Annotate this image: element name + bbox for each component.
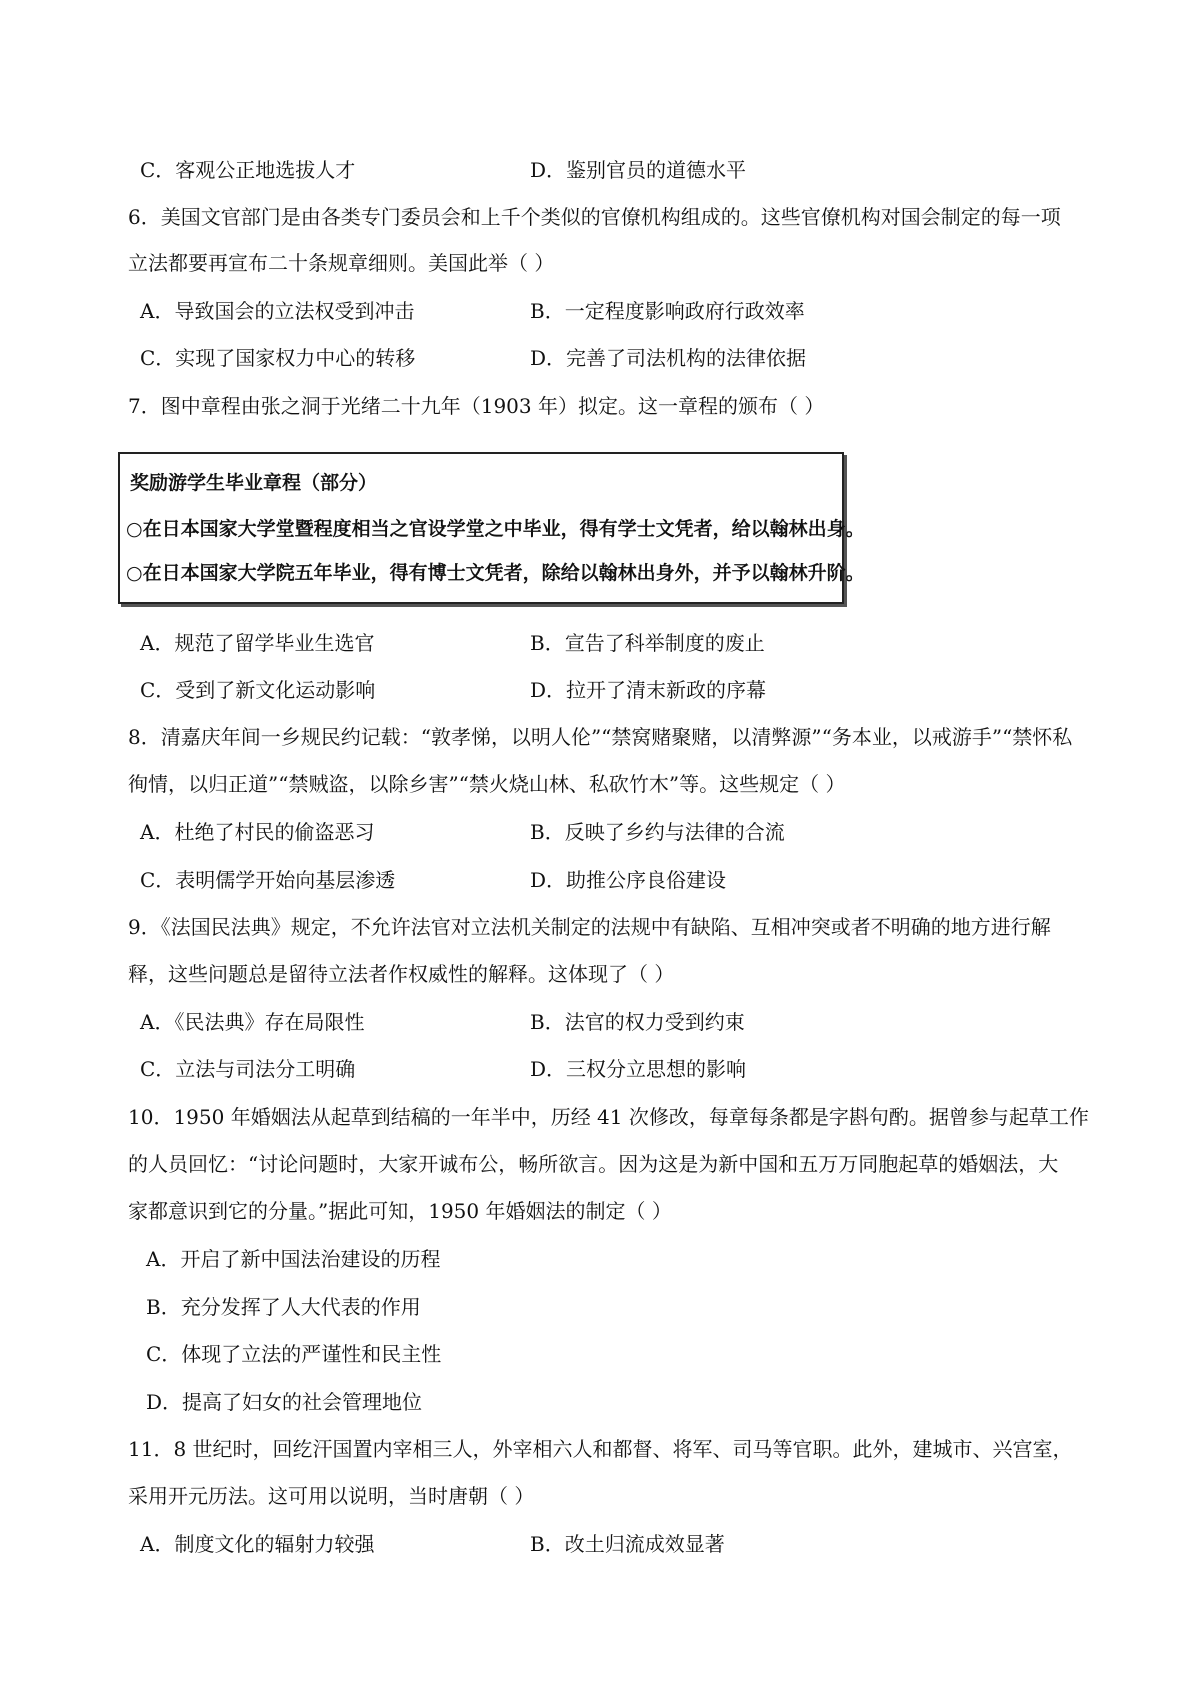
q8-option-a: A．杜绝了村民的偷盗恶习 (140, 820, 375, 844)
regulation-figure-box (118, 452, 865, 604)
q5-option-c: C．客观公正地选拔人才 (140, 158, 356, 182)
q10-option-d: D．提高了妇女的社会管理地位 (146, 1390, 423, 1414)
q10-stem-line-1: 10．1950 年婚姻法从起草到结稿的一年半中，历经 41 次修改，每章每条都是字斟句酌。据曾参与起草工作 (128, 1105, 1089, 1129)
q9-stem-line-1: 9．《法国民法典》规定，不允许法官对立法机关制定的法规中有缺陷、互相冲突或者不明确的地方进行解 (128, 915, 1051, 939)
q8-stem-line-2: 徇情，以归正道”“禁贼盗，以除乡害”“禁火烧山林、私砍竹木”等。这些规定（ ） (128, 772, 846, 796)
q6-stem-line-1: 6．美国文官部门是由各类专门委员会和上千个类似的官僚机构组成的。这些官僚机构对国会制定的每一项 (128, 205, 1061, 229)
figure-item-1: ○在日本国家大学堂暨程度相当之官设学堂之中毕业，得有学士文凭者，给以翰林出身。 (126, 518, 865, 540)
q6-option-b: B．一定程度影响政府行政效率 (530, 299, 805, 323)
q10-stem-line-3: 家都意识到它的分量。”据此可知，1950 年婚姻法的制定（ ） (128, 1199, 672, 1223)
q6-option-c: C．实现了国家权力中心的转移 (140, 346, 416, 370)
q8-stem-line-1: 8．清嘉庆年间一乡规民约记载：“敦孝悌，以明人伦”“禁窝赌聚赌，以清弊源”“务本业，以戒游手”“禁怀私 (128, 725, 1073, 749)
figure-title: 奖励游学生毕业章程（部分） (130, 472, 378, 494)
q6-option-a: A．导致国会的立法权受到冲击 (140, 299, 415, 323)
q8-option-b: B．反映了乡约与法律的合流 (530, 820, 785, 844)
q6-stem-line-2: 立法都要再宣布二十条规章细则。美国此举（ ） (128, 251, 555, 275)
q9-option-d: D．三权分立思想的影响 (530, 1057, 747, 1081)
q11-option-b: B．改土归流成效显著 (530, 1532, 725, 1556)
q7-option-d: D．拉开了清末新政的序幕 (530, 678, 767, 702)
q10-stem-line-2: 的人员回忆：“讨论问题时，大家开诚布公，畅所欲言。因为这是为新中国和五万万同胞起草的婚姻法，大 (128, 1152, 1059, 1176)
q11-stem-line-2: 采用开元历法。这可用以说明，当时唐朝（ ） (128, 1484, 535, 1508)
q10-option-b: B．充分发挥了人大代表的作用 (146, 1295, 421, 1319)
q9-option-a: A．《民法典》存在局限性 (140, 1010, 365, 1034)
q10-option-a: A．开启了新中国法治建设的历程 (146, 1247, 441, 1271)
q7-option-b: B．宣告了科举制度的废止 (530, 631, 765, 655)
q8-option-d: D．助推公序良俗建设 (530, 868, 727, 892)
q9-option-b: B．法官的权力受到约束 (530, 1010, 745, 1034)
q5-option-d: D．鉴别官员的道德水平 (530, 158, 747, 182)
figure-item-2: ○在日本国家大学院五年毕业，得有博士文凭者，除给以翰林出身外，并予以翰林升阶。 (126, 562, 865, 584)
q7-option-c: C．受到了新文化运动影响 (140, 678, 376, 702)
q11-stem-line-1: 11．8 世纪时，回纥汗国置内宰相三人，外宰相六人和都督、将军、司马等官职。此外，建城市、兴宫室， (128, 1437, 1073, 1461)
q9-option-c: C．立法与司法分工明确 (140, 1057, 356, 1081)
q6-option-d: D．完善了司法机构的法律依据 (530, 346, 807, 370)
q8-option-c: C．表明儒学开始向基层渗透 (140, 868, 396, 892)
q7-stem: 7．图中章程由张之洞于光绪二十九年（1903 年）拟定。这一章程的颁布（ ） (128, 394, 825, 418)
q7-option-a: A．规范了留学毕业生选官 (140, 631, 375, 655)
q9-stem-line-2: 释，这些问题总是留待立法者作权威性的解释。这体现了（ ） (128, 962, 675, 986)
q11-option-a: A．制度文化的辐射力较强 (140, 1532, 375, 1556)
q10-option-c: C．体现了立法的严谨性和民主性 (146, 1342, 442, 1366)
